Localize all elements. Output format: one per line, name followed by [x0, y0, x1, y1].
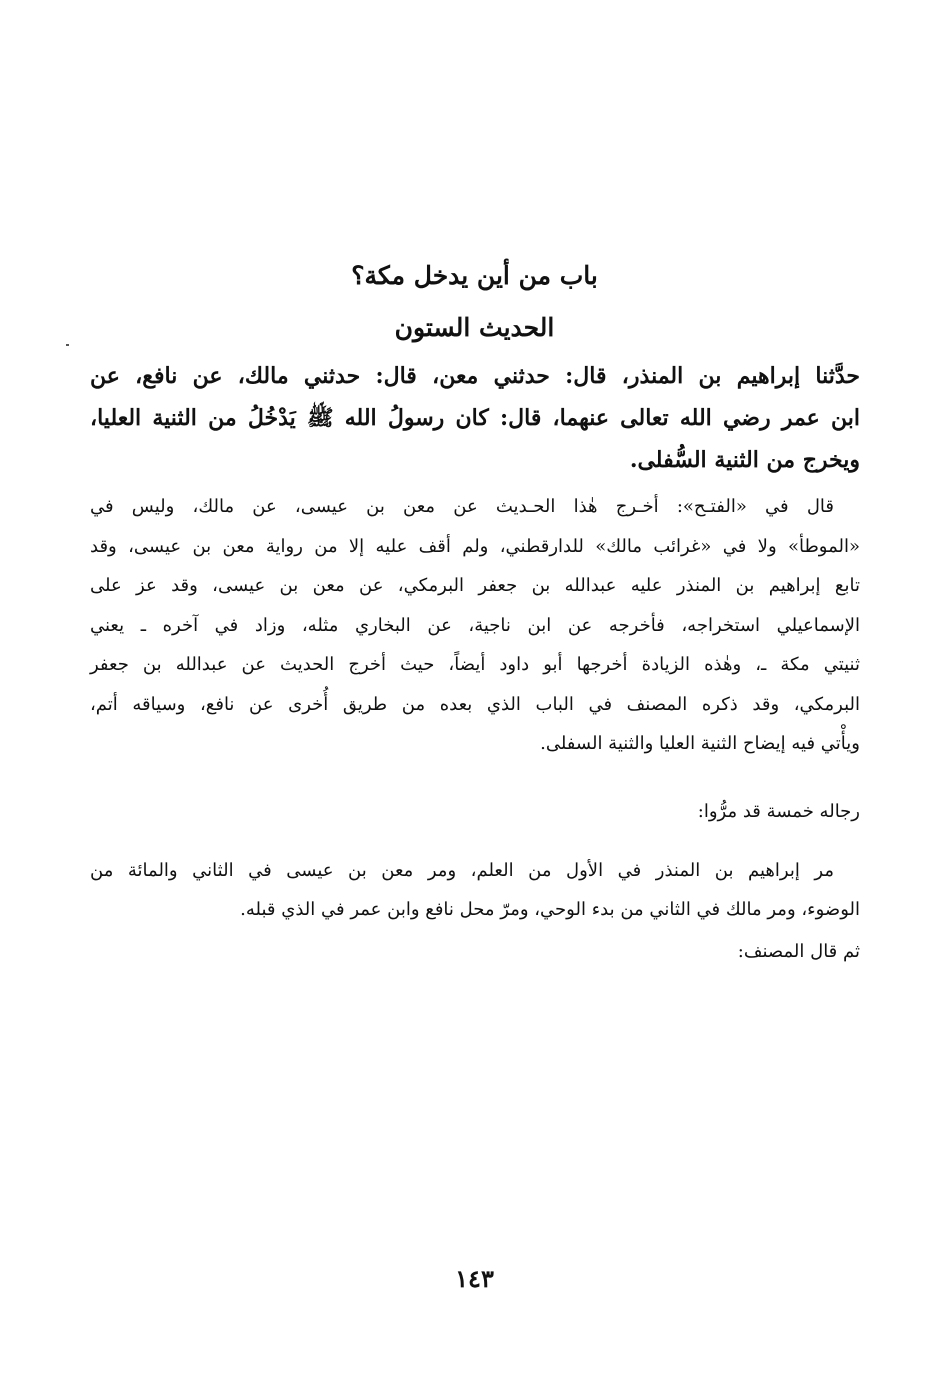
hadith-line: حدَّثنا إبراهيم بن المنذر، قال: حدثني معن، قال: حدثني مالك، عن نافع، عن: [90, 363, 860, 389]
commentary-line: ثنيتي مكة ـ، وهٰذه الزيادة أخرجها أبو داود أيضاً، حيث أخرج الحديث عن عبدالله بن جعفر: [90, 654, 860, 675]
hadith-text: [90, 355, 860, 481]
hadith-line: ويخرج من الثنية السُّفلى.: [629, 447, 860, 473]
hadith-number-heading: الحديث الستون: [394, 313, 555, 342]
narrators-paragraph: [90, 851, 860, 929]
narrators-heading: رجاله خمسة قد مرُّوا:: [697, 801, 860, 822]
narrators-line: الوضوء، ومر مالك في الثاني من بدء الوحي، ومرّ محل نافع وابن عمر في الذي قبله.: [240, 899, 860, 920]
commentary-line: الإسماعيلي استخراجه، فأخرجه عن ابن ناجية، عن البخاري مثله، وزاد في آخره ـ يعني: [90, 614, 860, 636]
commentary-line: قال في «الفتـح»: أخـرج هٰذا الحـديث عن معن بن عيسى، عن مالك، وليس في: [90, 496, 834, 517]
narrators-line: مر إبراهيم بن المنذر في الأول من العلم، ومر معن بن عيسى في الثاني والمائة من: [90, 860, 834, 881]
commentary-line: «الموطأ» ولا في «غرائب مالك» للدارقطني، ولم أقف عليه إلا من رواية معن بن عيسى، وقد: [90, 535, 860, 557]
commentary-line: ويأْتي فيه إيضاح الثنية العليا والثنية السفلى.: [540, 733, 860, 754]
commentary-paragraph: [90, 487, 860, 764]
commentary-line: البرمكي، وقد ذكره المصنف في الباب الذي بعده من طريق أُخرى عن نافع، وسياقه أتم،: [90, 693, 860, 715]
hadith-line: ابن عمر رضي الله تعالى عنهما، قال: كان رسولُ الله ﷺ يَدْخُلُ من الثنية العليا،: [90, 405, 860, 431]
author-said-line: ثم قال المصنف:: [737, 941, 860, 962]
chapter-title: باب من أين يدخل مكة؟: [351, 261, 598, 290]
page-number: ١٤٣: [455, 1264, 494, 1293]
commentary-line: تابع إبراهيم بن المنذر عليه عبدالله بن جعفر البرمكي، عن معن بن عيسى، وقد عز على: [90, 575, 860, 596]
